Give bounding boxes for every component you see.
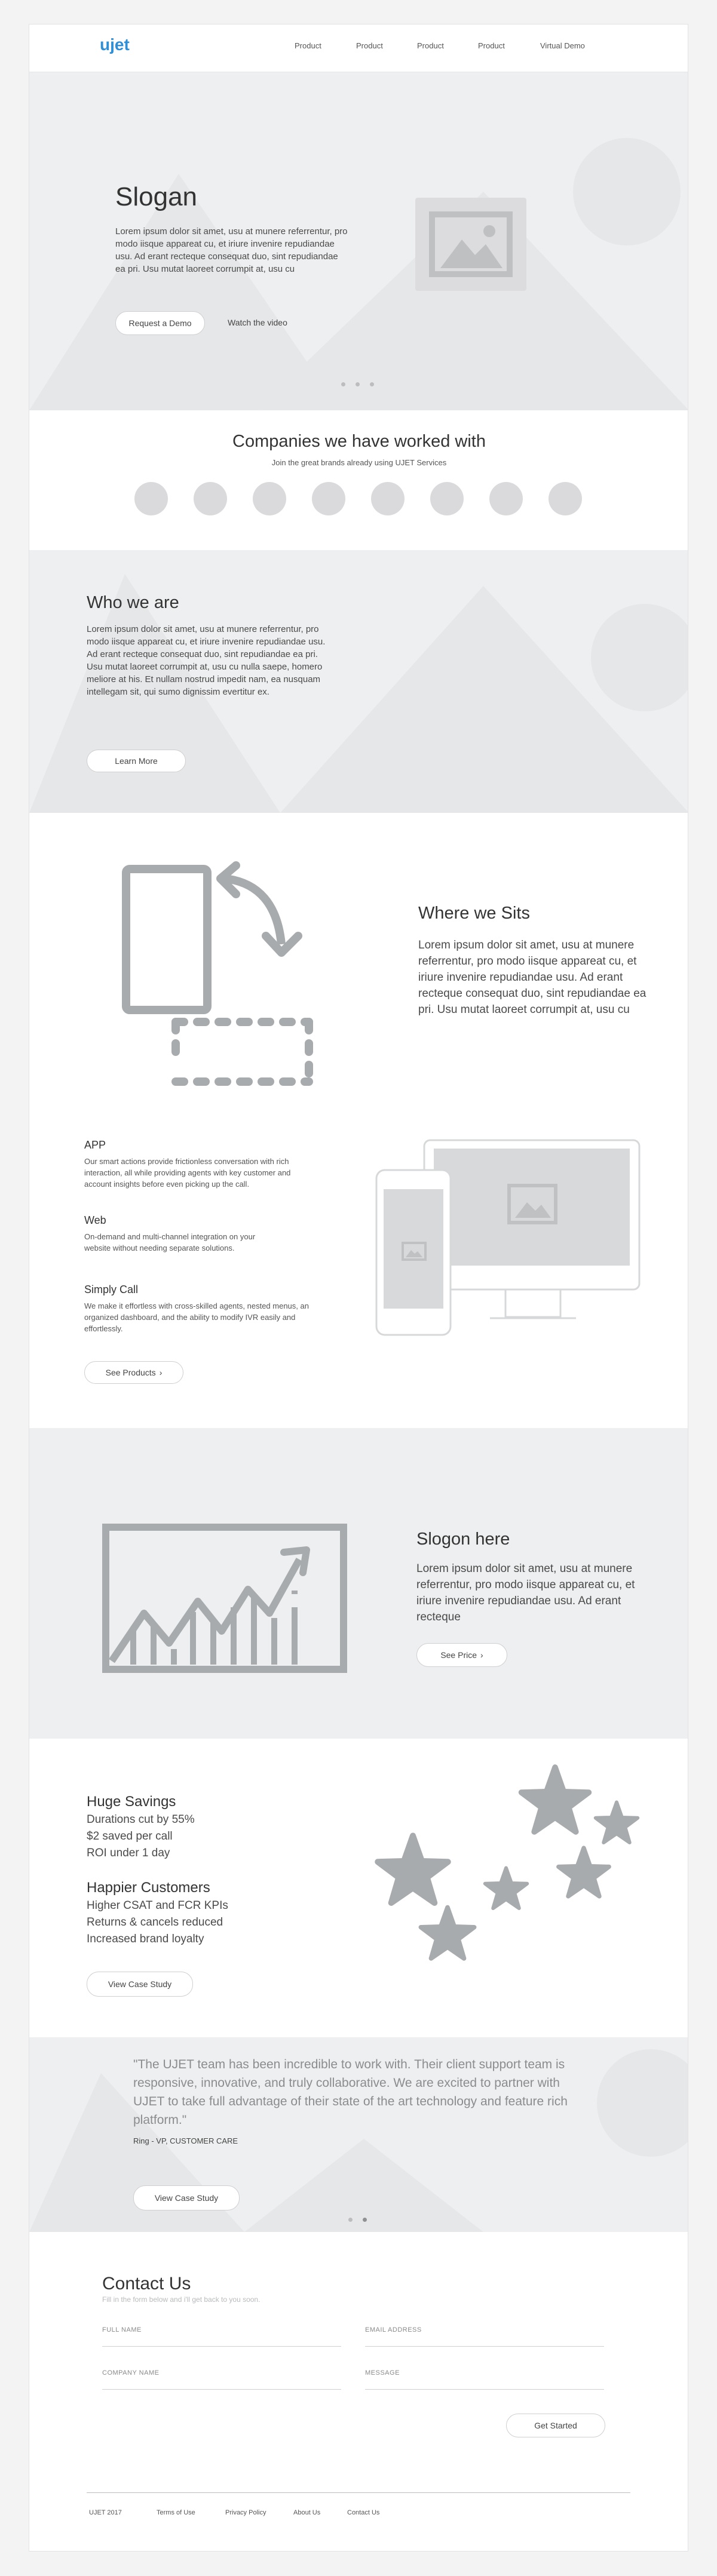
testimonial-section — [29, 2037, 688, 2232]
happier-line-1: Higher CSAT and FCR KPIs — [87, 1899, 228, 1912]
products-section — [29, 1135, 688, 1428]
savings-line-1: Durations cut by 55% — [87, 1813, 195, 1826]
testimonial-quote: "The UJET team has been incredible to work with. Their client support team is responsive, innovative, and truly collaborative. We are excited to partner with UJET to take full advantage of their state of the art technology and feature rich platform." — [133, 2058, 568, 2127]
contact-section — [29, 2232, 688, 2435]
testimonial-dot-2[interactable] — [363, 2218, 367, 2222]
nav-link-virtual-demo[interactable]: Virtual Demo — [540, 41, 585, 50]
watch-video-link[interactable]: Watch the video — [228, 318, 287, 327]
slogon-section — [29, 1428, 688, 1739]
hero-section — [29, 72, 688, 410]
savings-title: Huge Savings — [87, 1794, 176, 1810]
devices-illustration — [373, 1135, 642, 1338]
company-logo-1 — [134, 482, 168, 515]
chevron-right-icon: › — [480, 1650, 483, 1660]
savings-view-case-study-button[interactable]: View Case Study — [87, 1972, 193, 1997]
full-name-field[interactable]: FULL NAME — [102, 2323, 341, 2347]
company-name-field[interactable]: COMPANY NAME — [102, 2366, 341, 2390]
companies-section — [29, 410, 688, 550]
slogon-body: Lorem ipsum dolor sit amet, usu at munere referrentur, pro modo iisque appareat cu, et iriure invenire repudiandae usu. Ad erant recteque — [416, 1562, 635, 1623]
savings-line-2: $2 saved per call — [87, 1830, 173, 1843]
company-logo-6 — [430, 482, 464, 515]
where-title: Where we Sits — [418, 904, 530, 923]
company-logo-2 — [194, 482, 227, 515]
see-price-label: See Price — [440, 1650, 477, 1660]
carousel-dot-3[interactable] — [370, 382, 374, 386]
footer — [29, 2484, 688, 2552]
footer-link-contact[interactable]: Contact Us — [347, 2509, 380, 2516]
contact-title: Contact Us — [102, 2274, 191, 2293]
email-field[interactable]: EMAIL ADDRESS — [365, 2323, 604, 2347]
company-logo-5 — [371, 482, 405, 515]
top-nav — [29, 24, 688, 72]
savings-line-3: ROI under 1 day — [87, 1847, 170, 1859]
carousel-dot-1[interactable] — [341, 382, 345, 386]
request-demo-button[interactable]: Request a Demo — [115, 311, 205, 335]
happier-line-2: Returns & cancels reduced — [87, 1916, 223, 1929]
where-body: Lorem ipsum dolor sit amet, usu at munere referrentur, pro modo iisque appareat cu, et iriure invenire repudiandae usu. Ad erant recteque consequat duo, sint repudiandae ea pri. Usu mutat laoreet corrumpit at, usu cu — [418, 939, 646, 1016]
nav-link-product-3[interactable]: Product — [417, 41, 444, 50]
company-logo-7 — [489, 482, 523, 515]
product-web-title: Web — [84, 1214, 106, 1226]
learn-more-button[interactable]: Learn More — [87, 750, 186, 772]
product-web-body: On-demand and multi-channel integration on your website without needing separate solutions. — [84, 1232, 256, 1252]
ujet-logo[interactable]: ujet — [100, 35, 130, 54]
companies-title: Companies we have worked with — [232, 432, 486, 451]
hero-body: Lorem ipsum dolor sit amet, usu at munere referrentur, pro modo iisque appareat cu, et iriure invenire repudiandae usu. Ad erant recteque consequat duo, sint repudiandae ea pri. Usu mutat laoreet corrumpit at, usu cu — [115, 226, 348, 274]
nav-link-product-2[interactable]: Product — [356, 41, 383, 50]
footer-link-privacy[interactable]: Privacy Policy — [225, 2509, 266, 2516]
carousel-dot-2[interactable] — [356, 382, 360, 386]
who-title: Who we are — [87, 593, 179, 612]
image-placeholder-icon — [415, 198, 526, 291]
who-body: Lorem ipsum dolor sit amet, usu at munere referrentur, pro modo iisque appareat cu, et iriure invenire repudiandae usu. Ad erant recteque consequat duo, sint repudiandae ea pri. Usu mutat laoreet corrumpit at, usu cu nulla saepe, homero meliore at his. Et nullam nostrud impedit nam, ea nusquam intellegam sit, qui sumo dignissim evertitur ex. — [87, 624, 326, 697]
product-app-body: Our smart actions provide frictionless conversation with rich interaction, all while providing agents with key customer and account insights before even picking up the call. — [84, 1157, 291, 1189]
footer-link-about[interactable]: About Us — [293, 2509, 321, 2516]
slogon-title: Slogon here — [416, 1530, 510, 1549]
growth-chart-icon — [102, 1524, 347, 1673]
testimonial-author: Ring - VP, CUSTOMER CARE — [133, 2136, 238, 2145]
see-products-button[interactable] — [84, 1361, 183, 1384]
get-started-button[interactable]: Get Started — [506, 2414, 605, 2437]
message-field[interactable]: MESSAGE — [365, 2366, 604, 2390]
company-logo-3 — [253, 482, 286, 515]
testimonial-view-case-study-button[interactable]: View Case Study — [133, 2185, 240, 2210]
stars-illustration — [364, 1763, 645, 1989]
see-price-button[interactable] — [416, 1643, 507, 1667]
savings-section — [29, 1739, 688, 2037]
nav-link-product-4[interactable]: Product — [478, 41, 505, 50]
chevron-right-icon: › — [159, 1368, 163, 1377]
nav-link-product-1[interactable]: Product — [295, 41, 321, 50]
footer-copyright: UJET 2017 — [89, 2509, 122, 2516]
where-we-sits-section — [29, 813, 688, 1135]
testimonial-dot-1[interactable] — [348, 2218, 353, 2222]
footer-link-terms[interactable]: Terms of Use — [157, 2509, 195, 2516]
companies-subtitle: Join the great brands already using UJET Services — [271, 458, 447, 467]
page-frame — [29, 24, 688, 2552]
happier-customers-title: Happier Customers — [87, 1880, 210, 1896]
see-products-label: See Products — [105, 1368, 156, 1377]
company-logo-8 — [549, 482, 582, 515]
product-app-title: APP — [84, 1139, 106, 1151]
product-simply-call-title: Simply Call — [84, 1284, 139, 1295]
contact-subtitle: Fill in the form below and i'll get back to you soon. — [102, 2295, 261, 2304]
who-we-are-section — [29, 550, 688, 813]
company-logo-4 — [312, 482, 345, 515]
hero-title: Slogan — [115, 182, 198, 211]
rotate-device-icon — [119, 861, 322, 1088]
product-simply-call-body: We make it effortless with cross-skilled agents, nested menus, an organized dashboard, and the ability to modify IVR easily and effortlessly. — [84, 1301, 309, 1333]
happier-line-3: Increased brand loyalty — [87, 1933, 204, 1945]
